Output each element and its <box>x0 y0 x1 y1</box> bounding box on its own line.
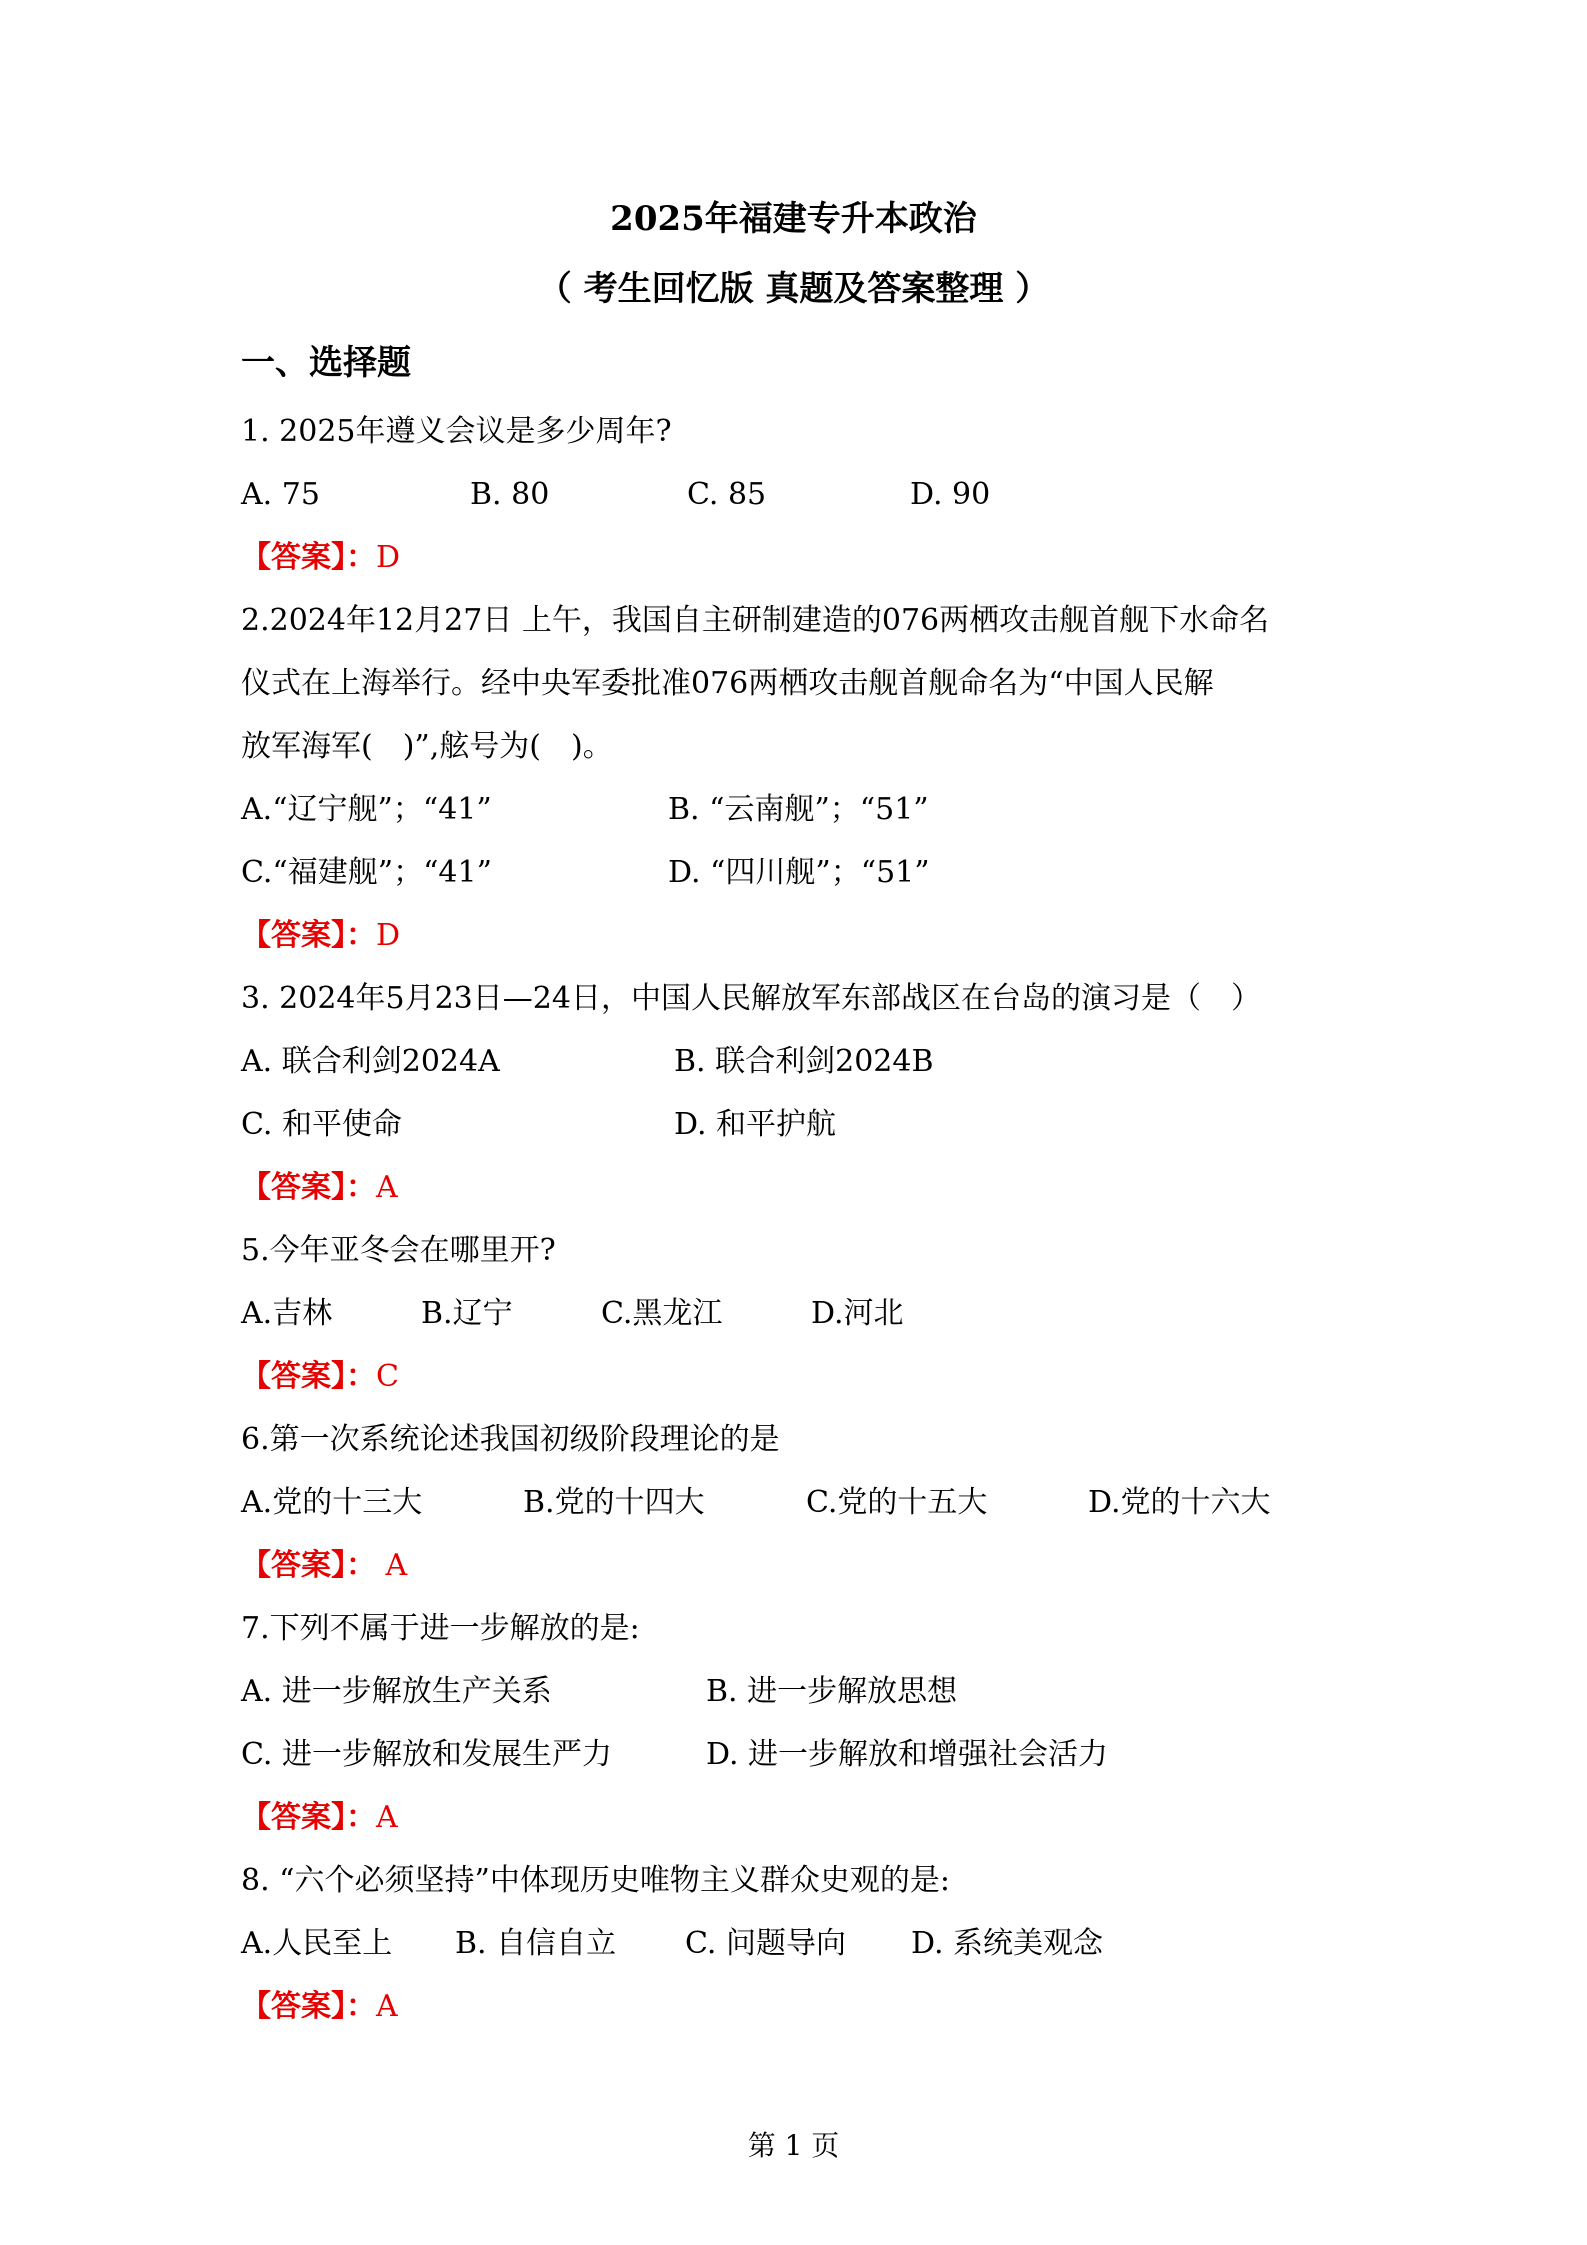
question-5-option-d: D.河北 <box>811 1296 904 1331</box>
question-2-option-a: A.“辽宁舰”；“41” <box>241 792 492 827</box>
answer-value: D <box>376 540 401 575</box>
answer-label: 【答案】： <box>241 1359 376 1394</box>
question-3-option-a: A. 联合利剑2024A <box>241 1044 500 1079</box>
question-7-answer <box>241 1798 398 1838</box>
question-5-text: 5.今年亚冬会在哪里开? <box>241 1233 556 1268</box>
answer-label: 【答案】： <box>241 1170 376 1205</box>
question-1-option-a: A. 75 <box>241 477 320 512</box>
question-3-text: 3. 2024年5月23日—24日，中国人民解放军东部战区在台岛的演习是（ ） <box>241 981 1261 1016</box>
question-1-text: 1. 2025年遵义会议是多少周年? <box>241 414 672 449</box>
question-8-option-b: B. 自信自立 <box>455 1926 617 1961</box>
question-2-option-c: C.“福建舰”；“41” <box>241 855 492 890</box>
question-8-option-a: A.人民至上 <box>241 1926 393 1961</box>
answer-value: D <box>376 918 401 953</box>
question-6-text: 6.第一次系统论述我国初级阶段理论的是 <box>241 1422 780 1457</box>
question-6-option-c: C.党的十五大 <box>806 1485 988 1520</box>
question-2-text-line-2: 仪式在上海举行。经中央军委批准076两栖攻击舰首舰命名为“中国人民解 <box>241 666 1214 701</box>
question-6-option-b: B.党的十四大 <box>523 1485 705 1520</box>
question-7-option-c: C. 进一步解放和发展生严力 <box>241 1737 612 1772</box>
question-3-option-b: B. 联合利剑2024B <box>674 1044 934 1079</box>
answer-label: 【答案】： <box>241 918 376 953</box>
question-8-option-c: C. 问题导向 <box>685 1926 846 1961</box>
question-1-option-c: C. 85 <box>687 477 767 512</box>
question-7-option-b: B. 进一步解放思想 <box>706 1674 958 1709</box>
question-5-answer <box>241 1357 399 1397</box>
answer-value: A <box>376 1800 398 1835</box>
page-number: 第 1 页 <box>747 2129 840 2162</box>
question-2-text-line-3: 放军海军( )”,舷号为( )。 <box>241 729 613 764</box>
document-subtitle: （ 考生回忆版 真题及答案整理 ） <box>537 269 1050 309</box>
answer-label: 【答案】： <box>241 1989 376 2024</box>
section-heading: 一、选择题 <box>241 343 411 383</box>
question-7-option-a: A. 进一步解放生产关系 <box>241 1674 552 1709</box>
answer-value: C <box>376 1359 399 1394</box>
question-3-option-c: C. 和平使命 <box>241 1107 402 1142</box>
question-8-option-d: D. 系统美观念 <box>911 1926 1104 1961</box>
question-3-answer <box>241 1168 398 1208</box>
question-2-option-b: B. “云南舰”；“51” <box>668 792 929 827</box>
question-1-option-b: B. 80 <box>470 477 550 512</box>
question-6-option-a: A.党的十三大 <box>241 1485 423 1520</box>
answer-value: A <box>376 1170 398 1205</box>
question-5-option-c: C.黑龙江 <box>601 1296 723 1331</box>
question-3-option-d: D. 和平护航 <box>674 1107 837 1142</box>
question-1-answer <box>241 538 400 578</box>
question-7-text: 7.下列不属于进一步解放的是: <box>241 1611 640 1646</box>
question-5-option-b: B.辽宁 <box>421 1296 513 1331</box>
question-6-answer <box>241 1546 407 1586</box>
question-6-option-d: D.党的十六大 <box>1088 1485 1271 1520</box>
answer-value: A <box>376 1989 398 2024</box>
question-8-text: 8. “六个必须坚持”中体现历史唯物主义群众史观的是: <box>241 1863 950 1898</box>
question-2-option-d: D. “四川舰”；“51” <box>668 855 930 890</box>
answer-label: 【答案】： <box>241 1548 376 1583</box>
answer-value: A <box>376 1548 408 1583</box>
question-7-option-d: D. 进一步解放和增强社会活力 <box>706 1737 1109 1772</box>
answer-label: 【答案】： <box>241 540 376 575</box>
question-5-option-a: A.吉林 <box>241 1296 333 1331</box>
question-8-answer <box>241 1987 398 2027</box>
question-1-option-d: D. 90 <box>910 477 991 512</box>
question-2-answer <box>241 916 400 956</box>
answer-label: 【答案】： <box>241 1800 376 1835</box>
question-2-text-line-1: 2.2024年12月27日 上午，我国自主研制建造的076两栖攻击舰首舰下水命名 <box>241 603 1270 638</box>
document-title: 2025年福建专升本政治 <box>610 199 977 239</box>
